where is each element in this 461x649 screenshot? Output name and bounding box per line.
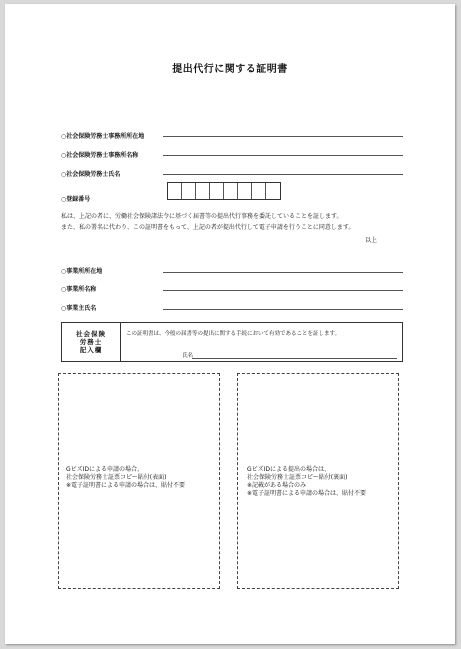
- digit-box[interactable]: [182, 183, 196, 199]
- signature-name-field[interactable]: [192, 358, 397, 359]
- digit-box[interactable]: [210, 183, 224, 199]
- office-address-label: ○社会保険労務士事務所所在地: [61, 133, 145, 140]
- heading-line-3: 記入欄: [79, 346, 103, 354]
- employer-address-label: ○事業所所在地: [61, 268, 103, 275]
- employer-owner-label: ○事業主氏名: [61, 305, 97, 312]
- statement-line-2: また、私の署名に代わり、この証明書をもって、上記の者が提出代行して電子申請を行うことに同意します。: [61, 224, 355, 231]
- digit-box[interactable]: [266, 183, 280, 199]
- ijo-text: 以上: [365, 237, 378, 244]
- employer-name-label: ○事業所名称: [61, 286, 97, 293]
- certification-text: この証明書は、今般の届書等の提出に関する手続において有効であることを証します。: [126, 331, 341, 337]
- employer-owner-field[interactable]: [163, 309, 403, 310]
- employer-address-field[interactable]: [163, 272, 403, 273]
- digit-box[interactable]: [238, 183, 252, 199]
- statement-line-1: 私は、上記の者に、労働社会保険諸法令に基づく届書等の提出代行事務を委託していることを証します。: [61, 213, 343, 220]
- digit-box[interactable]: [224, 183, 238, 199]
- paste-back-line-1: GビズIDによる提出の場合は、: [247, 466, 331, 473]
- digit-box[interactable]: [196, 183, 210, 199]
- paste-front-line-3: ※電子証明書による申請の場合は、貼付不要: [66, 482, 186, 489]
- paste-back-line-3: ※記載がある場合のみ: [247, 482, 307, 489]
- office-address-field[interactable]: [163, 136, 403, 137]
- paste-back-line-4: ※電子証明書による申請の場合は、貼付不要: [247, 490, 367, 497]
- employer-name-field[interactable]: [163, 290, 403, 291]
- document-page: [5, 4, 455, 644]
- paste-front-line-2: 社会保険労務士証票コピー貼付(表面): [66, 474, 167, 481]
- heading-line-1: 社会保険: [76, 330, 106, 338]
- paste-instructions-back: [247, 466, 366, 498]
- paste-front-line-1: GビズIDによる申請の場合、: [66, 466, 144, 473]
- paste-area-front: [58, 373, 220, 589]
- sharoushi-entry-heading: [62, 323, 121, 361]
- sharoushi-name-label: ○社会保険労務士氏名: [61, 171, 121, 178]
- name-label: 氏名: [182, 353, 194, 359]
- office-name-label: ○社会保険労務士事務所名称: [61, 152, 139, 159]
- digit-box[interactable]: [168, 183, 182, 199]
- registration-number-boxes[interactable]: [167, 182, 281, 200]
- paste-area-back: [237, 373, 399, 589]
- heading-line-2: 労務士: [79, 338, 103, 346]
- registration-number-label: ○登録番号: [61, 196, 91, 203]
- paste-back-line-2: 社会保険労務士証票コピー貼付(裏面): [247, 474, 348, 481]
- document-title: 提出代行に関する証明書: [172, 64, 288, 75]
- paste-instructions-front: [66, 466, 185, 490]
- sharoushi-entry-box: [61, 322, 403, 362]
- digit-box[interactable]: [252, 183, 266, 199]
- office-name-field[interactable]: [163, 155, 403, 156]
- sharoushi-name-field[interactable]: [163, 174, 403, 175]
